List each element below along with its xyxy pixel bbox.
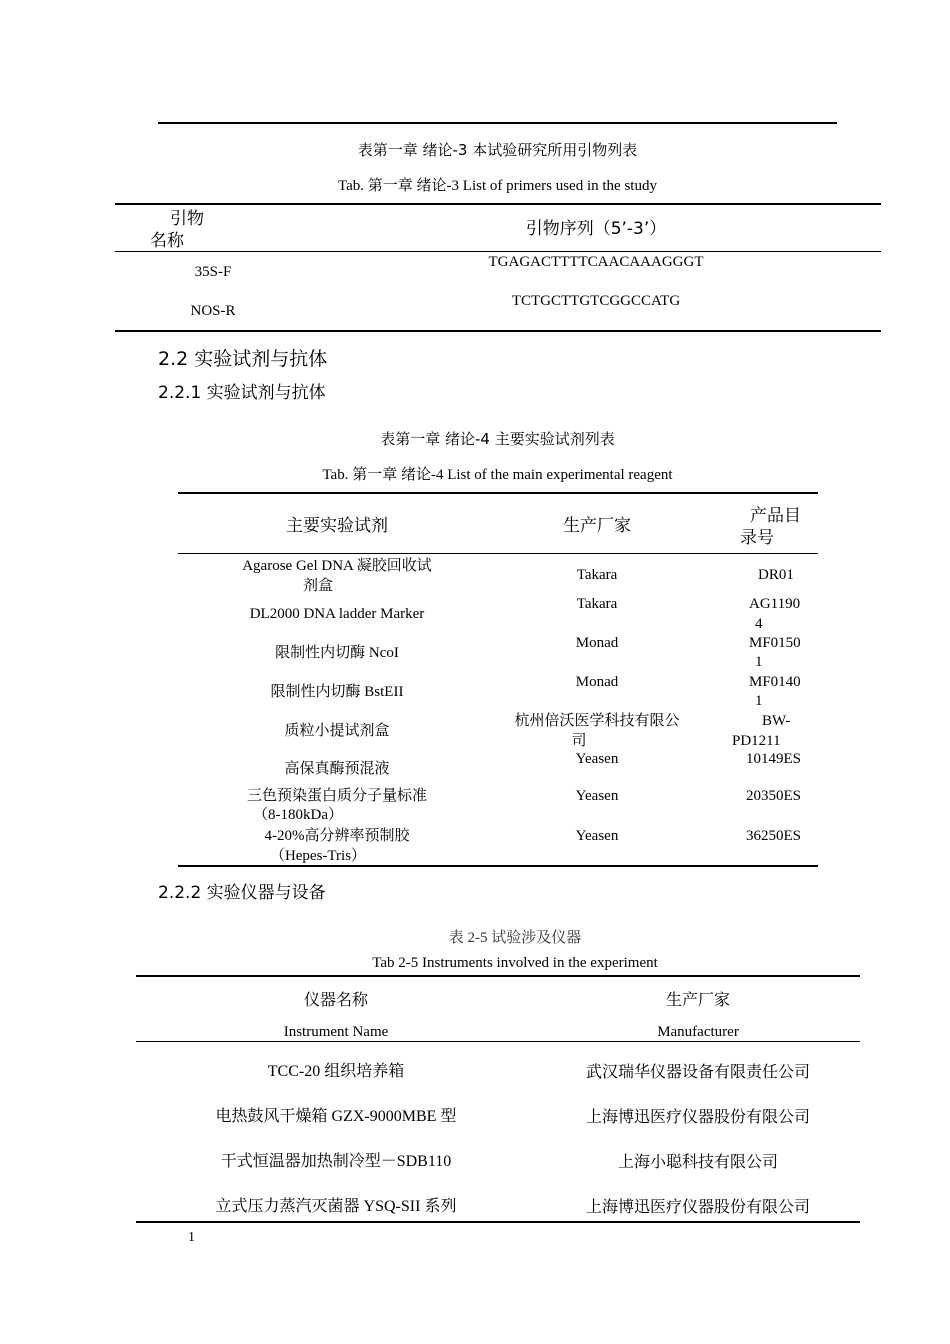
- table4-cell-catalog: MF0140: [749, 674, 801, 690]
- table5-cell-maker: 上海博迅医疗仪器股份有限公司: [585, 1197, 810, 1216]
- table5-top-rule: [136, 975, 860, 977]
- table4-cell-reagent-line2: （8-180kDa）: [253, 807, 343, 823]
- table4-cell-reagent-line2: （Hepes-Tris）: [269, 848, 367, 864]
- table4-cell-catalog-line2: PD1211: [732, 733, 781, 749]
- table5-cell-name: TCC-20 组织培养箱: [267, 1063, 405, 1080]
- table4-cell-catalog: 20350ES: [746, 788, 802, 804]
- table4-cell-maker: Yeasen: [575, 788, 619, 804]
- table5-header-maker-cn: 生产厂家: [665, 990, 730, 1009]
- page-header-rule: [158, 122, 837, 124]
- table4-header-reagent: 主要实验试剂: [286, 516, 388, 536]
- table5-cell-maker: 上海博迅医疗仪器股份有限公司: [585, 1107, 810, 1126]
- table4-cell-reagent: 高保真酶预混液: [284, 761, 390, 777]
- table3-row-seq: TCTGCTTGTCGGCCATG: [511, 293, 681, 309]
- table3-bottom-rule: [115, 330, 881, 332]
- table4-cell-maker: Takara: [576, 567, 618, 583]
- table4-cell-maker: 杭州倍沃医学科技有限公: [514, 713, 680, 729]
- table5-header-name-en: Instrument Name: [283, 1024, 389, 1040]
- table4-cell-catalog-line2: 1: [755, 654, 763, 670]
- table5-cell-maker: 武汉瑞华仪器设备有限责任公司: [585, 1062, 810, 1081]
- table4-cell-reagent: DL2000 DNA ladder Marker: [249, 606, 425, 622]
- table4-cell-catalog: MF0150: [749, 635, 801, 651]
- table4-header-maker: 生产厂家: [563, 516, 631, 536]
- section-heading-2-2-1: 2.2.1 实验试剂与抗体: [158, 383, 326, 403]
- table3-header-seq: 引物序列（5’-3’）: [525, 219, 667, 239]
- table3-top-rule: [115, 203, 881, 205]
- table5-cell-name: 干式恒温器加热制冷型－SDB110: [220, 1153, 452, 1170]
- table4-cell-catalog-line2: 1: [755, 693, 763, 709]
- table4-cell-reagent-line2: 剂盒: [302, 578, 333, 594]
- table5-caption-en: Tab 2-5 Instruments involved in the experiment: [372, 955, 658, 971]
- table4-cell-maker: Takara: [576, 596, 618, 612]
- table4-cell-catalog: DR01: [758, 567, 794, 583]
- table4-header-cat-l2: 录号: [740, 528, 774, 548]
- table5-header-name-cn: 仪器名称: [303, 990, 368, 1009]
- table5-cell-maker: 上海小聪科技有限公司: [617, 1152, 778, 1171]
- table4-bottom-rule: [178, 865, 818, 867]
- table4-header-cat-l1: 产品目: [750, 506, 801, 526]
- table4-cell-maker: Monad: [575, 635, 619, 651]
- table4-cell-catalog: AG1190: [749, 596, 801, 612]
- table4-cell-reagent: 4-20%高分辨率预制胶: [264, 828, 410, 844]
- table4-cell-catalog: 10149ES: [746, 751, 802, 767]
- table4-caption-cn: 表第一章 绪论-4 主要实验试剂列表: [380, 430, 615, 448]
- table4-cell-reagent: 限制性内切酶 NcoI: [275, 645, 399, 661]
- section-heading-2-2-2: 2.2.2 实验仪器与设备: [158, 883, 326, 903]
- table3-caption-en: Tab. 第一章 绪论-3 List of primers used in the study: [338, 178, 657, 194]
- table4-cell-catalog: BW-: [762, 713, 791, 729]
- table5-cell-name: 电热鼓风干燥箱 GZX-9000MBE 型: [215, 1108, 457, 1125]
- table5-header-rule: [136, 1041, 860, 1042]
- page-number: 1: [188, 1230, 195, 1245]
- table3-row-seq: TGAGACTTTTCAACAAAGGGT: [488, 254, 704, 270]
- table4-cell-reagent: 三色预染蛋白质分子量标准: [246, 788, 427, 804]
- table3-row-name: 35S-F: [194, 264, 232, 280]
- table3-header-name-l2: 名称: [150, 231, 184, 251]
- table4-cell-maker: Yeasen: [575, 828, 619, 844]
- table5-cell-name: 立式压力蒸汽灭菌器 YSQ-SII 系列: [215, 1198, 457, 1215]
- table4-cell-maker: Yeasen: [575, 751, 619, 767]
- table4-cell-maker: Monad: [575, 674, 619, 690]
- table5-header-maker-en: Manufacturer: [657, 1024, 739, 1040]
- table4-cell-catalog: 36250ES: [746, 828, 802, 844]
- table4-cell-maker-line2: 司: [571, 733, 587, 749]
- table4-cell-reagent: 限制性内切酶 BstEII: [270, 684, 404, 700]
- table4-top-rule: [178, 492, 818, 494]
- table4-cell-catalog-line2: 4: [755, 616, 763, 632]
- table4-header-rule: [178, 553, 818, 554]
- table3-caption-cn: 表第一章 绪论-3 本试验研究所用引物列表: [357, 141, 638, 159]
- section-heading-2-2: 2.2 实验试剂与抗体: [158, 348, 328, 370]
- table5-bottom-rule: [136, 1221, 860, 1223]
- table3-row-name: NOS-R: [190, 303, 236, 319]
- table4-cell-reagent: Agarose Gel DNA 凝胶回收试: [242, 558, 432, 574]
- table4-cell-reagent: 质粒小提试剂盒: [284, 723, 390, 739]
- table3-header-name-l1: 引物: [170, 209, 204, 229]
- table5-caption-cn: 表 2-5 试验涉及仪器: [448, 930, 582, 946]
- table4-caption-en: Tab. 第一章 绪论-4 List of the main experimental reagent: [322, 467, 673, 483]
